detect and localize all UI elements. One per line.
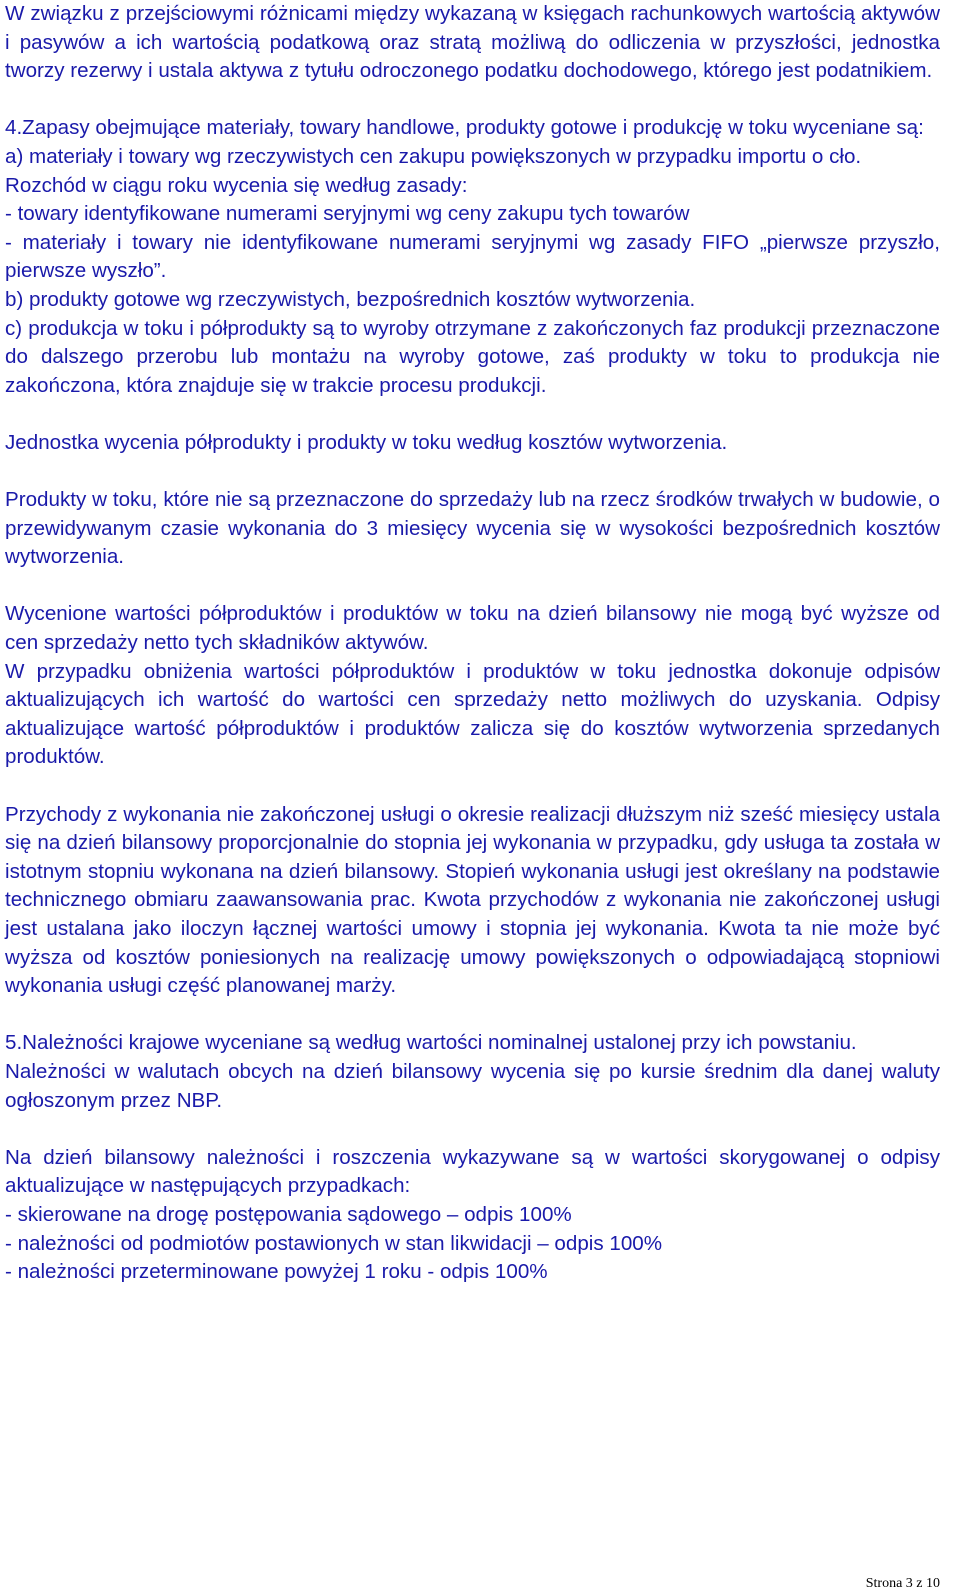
list-item-fifo: - materiały i towary nie identyfikowane numerami seryjnymi wg zasady FIFO „pierwsze przyszło, pierwsze wyszło”. [5, 230, 940, 283]
paragraph-deferred-tax: W związku z przejściowymi różnicami między wykazaną w księgach rachunkowych wartością aktywów i pasywów a ich wartością podatkową oraz stratą możliwą do odliczenia w przyszłości, jednostka tworzy rezerwy i ustala aktywa z tytułu odroczonego podatku dochodowego, którego jest podatnikiem. [5, 2, 940, 83]
paragraph-impairment: W przypadku obniżenia wartości półproduktów i produktów w toku jednostka dokonuje odpisów aktualizujących ich wartość do wartości cen sprzedaży netto możliwych do uzyskania. Odpisy aktualizujące wartość półproduktów i produktów zalicza się do kosztów wytworzenia sprzedanych produktów. [5, 659, 940, 769]
paragraph-foreign-receivables: Należności w walutach obcych na dzień bilansowy wycenia się po kursie średnim dla danej waluty ogłoszonym przez NBP. [5, 1059, 940, 1112]
paragraph-products-in-progress: Produkty w toku, które nie są przeznaczone do sprzedaży lub na rzecz środków trwałych w budowie, o przewidywanym czasie wykonania do 3 miesięcy wycenia się w wysokości bezpośrednich kosztów wytworzenia. [5, 488, 940, 569]
paragraph-work-in-progress: c) produkcja w toku i półprodukty są to wyroby otrzymane z zakończonych faz produkcji przeznaczone do dalszego przerobu lub montażu na wyroby gotowe, zaś produkty w toku to produkcja nie zakończona, która znajduje się w trakcie procesu produkcji. [5, 316, 940, 397]
paragraph-valuation-limit: Wycenione wartości półproduktów i produktów w toku na dzień bilansowy nie mogą być wyższe od cen sprzedaży netto tych składników aktywów. [5, 602, 940, 655]
list-item-liquidation: - należności od podmiotów postawionych w stan likwidacji – odpis 100% [5, 1231, 663, 1255]
list-item-serial-goods: - towary identyfikowane numerami seryjnymi wg ceny zakupu tych towarów [5, 202, 690, 226]
paragraph-spacer [5, 1001, 940, 1030]
paragraph-spacer [5, 772, 940, 801]
paragraph-spacer [5, 458, 940, 487]
paragraph-spacer [5, 1115, 940, 1144]
document-body [5, 0, 940, 1287]
paragraph-semi-products: Jednostka wycenia półprodukty i produkty w toku według kosztów wytworzenia. [5, 430, 728, 454]
paragraph-materials-valuation: a) materiały i towary wg rzeczywistych cen zakupu powiększonych w przypadku importu o cło. [5, 144, 862, 168]
paragraph-outflow-rule: Rozchód w ciągu roku wycenia się według zasady: [5, 173, 468, 197]
list-item-court-proceedings: - skierowane na drogę postępowania sądowego – odpis 100% [5, 1202, 572, 1226]
paragraph-finished-products: b) produkty gotowe wg rzeczywistych, bezpośrednich kosztów wytworzenia. [5, 287, 696, 311]
paragraph-inventory-heading: 4.Zapasy obejmujące materiały, towary handlowe, produkty gotowe i produkcję w toku wyceniane są: [5, 116, 924, 140]
list-item-overdue: - należności przeterminowane powyżej 1 roku - odpis 100% [5, 1260, 548, 1284]
paragraph-spacer [5, 86, 940, 115]
paragraph-spacer [5, 572, 940, 601]
paragraph-receivables-adjustments: Na dzień bilansowy należności i roszczenia wykazywane są w wartości skorygowanej o odpisy aktualizujące w następujących przypadkach: [5, 1145, 940, 1198]
paragraph-spacer [5, 400, 940, 429]
paragraph-receivables-heading: 5.Należności krajowe wyceniane są według wartości nominalnej ustalonej przy ich powstaniu. [5, 1031, 857, 1055]
page-number: Strona 3 z 10 [865, 1576, 940, 1591]
paragraph-service-revenue: Przychody z wykonania nie zakończonej usługi o okresie realizacji dłuższym niż sześć miesięcy ustala się na dzień bilansowy proporcjonalnie do stopnia jej wykonania w przypadku, gdy usługa ta została w istotnym stopniu wykonana na dzień bilansowy. Stopień wykonania usługi jest określany na podstawie technicznego obmiaru zaawansowania prac. Kwota przychodów z wykonania nie zakończonej usługi jest ustalana jako iloczyn łącznej wartości umowy i stopnia jej wykonania. Kwota ta nie może być wyższa od kosztów poniesionych na realizację umowy powiększonych o odpowiadającą stopniowi wykonania usługi część planowanej marży. [5, 802, 940, 998]
